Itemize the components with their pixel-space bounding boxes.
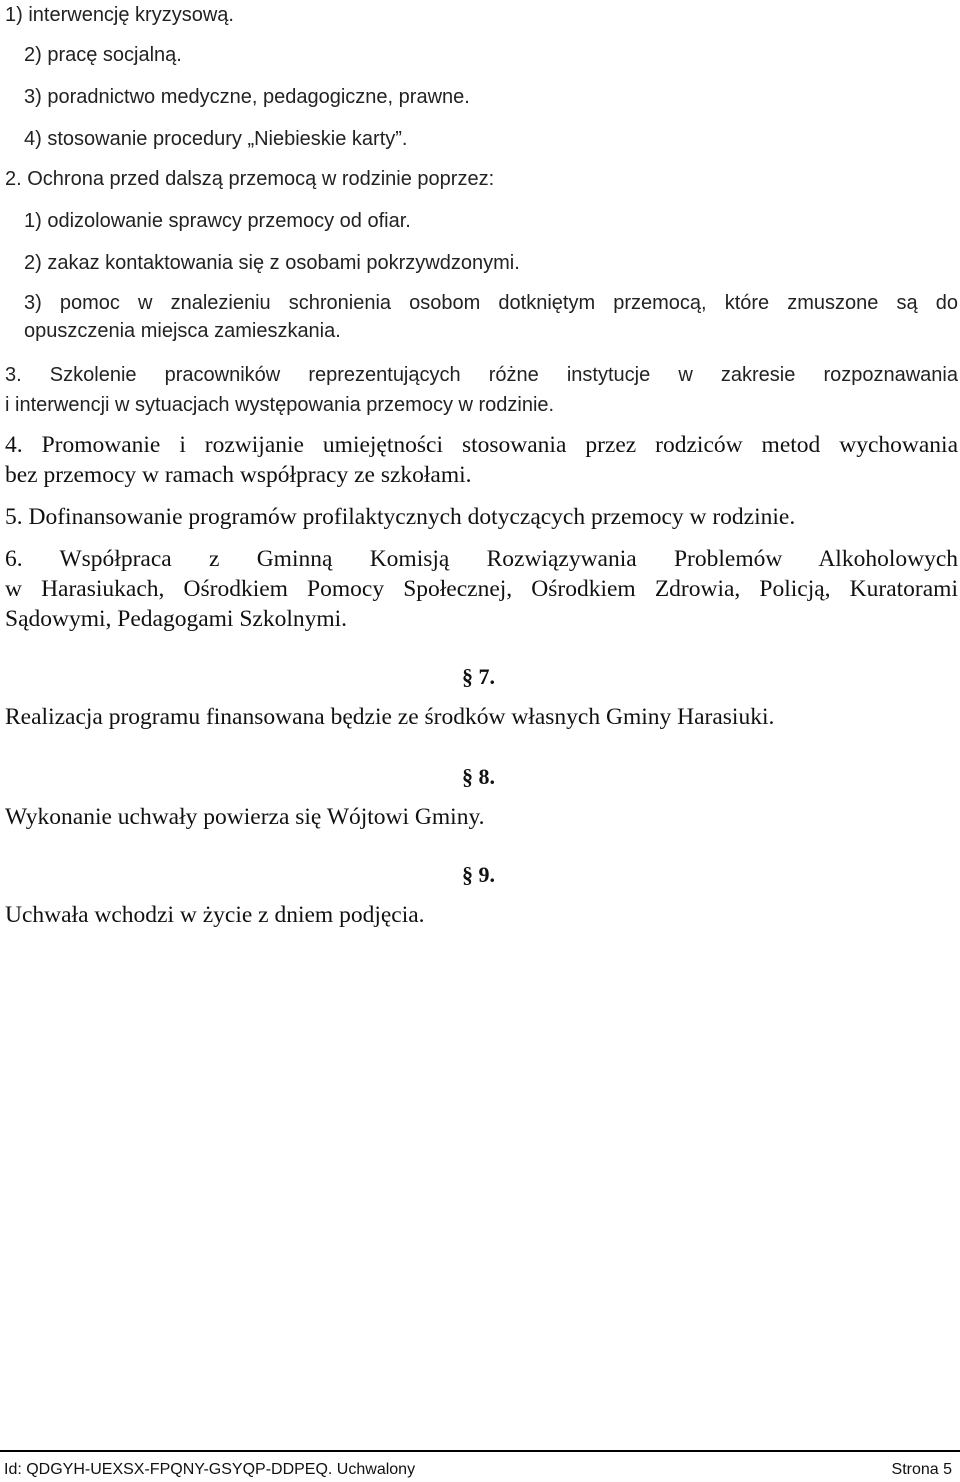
list-item-6-line-2: w Harasiukach, Ośrodkiem Pomocy Społecznej, Ośrodkiem Zdrowia, Policją, Kuratorami [5, 576, 958, 602]
list-item-4-line-1: 4. Promowanie i rozwijanie umiejętności stosowania przez rodziców metod wychowania [5, 432, 958, 458]
sublist-a-item-4: 4) stosowanie procedury „Niebieskie karty”. [24, 128, 408, 150]
sublist-b-item-3-line-1: 3) pomoc w znalezieniu schronienia osobom dotkniętym przemocą, które zmuszone są do [24, 292, 958, 314]
section-8-text: Wykonanie uchwały powierza się Wójtowi Gminy. [5, 804, 485, 830]
sublist-b-item-3-line-2: opuszczenia miejsca zamieszkania. [24, 320, 341, 342]
sublist-a-item-2: 2) pracę socjalną. [24, 44, 182, 66]
list-item-3-line-1: 3. Szkolenie pracowników reprezentujących różne instytucje w zakresie rozpoznawania [5, 364, 958, 386]
footer-document-id: Id: QDGYH-UEXSX-FPQNY-GSYQP-DDPEQ. Uchwalony [4, 1461, 416, 1478]
sublist-b-item-2: 2) zakaz kontaktowania się z osobami pokrzywdzonymi. [24, 252, 520, 274]
list-item-5: 5. Dofinansowanie programów profilaktycznych dotyczących przemocy w rodzinie. [5, 504, 796, 530]
sublist-a-item-3: 3) poradnictwo medyczne, pedagogiczne, prawne. [24, 86, 470, 108]
section-heading-8: § 8. [462, 764, 495, 789]
section-heading-7: § 7. [462, 664, 495, 689]
section-9-text: Uchwała wchodzi w życie z dniem podjęcia. [5, 902, 425, 928]
list-item-6-line-3: Sądowymi, Pedagogami Szkolnymi. [5, 606, 348, 632]
list-item-4-line-2: bez przemocy w ramach współpracy ze szkołami. [5, 462, 472, 488]
section-7-text: Realizacja programu finansowana będzie ze środków własnych Gminy Harasiuki. [5, 704, 775, 730]
footer-page-number: Strona 5 [891, 1461, 952, 1478]
sublist-b-item-1: 1) odizolowanie sprawcy przemocy od ofiar. [24, 210, 411, 232]
list-item-6-line-1: 6. Współpraca z Gminną Komisją Rozwiązywania Problemów Alkoholowych [5, 546, 958, 572]
list-item-2: 2. Ochrona przed dalszą przemocą w rodzinie poprzez: [5, 168, 495, 190]
footer-divider [0, 1450, 960, 1452]
sublist-a-item-1: 1) interwencję kryzysową. [5, 4, 234, 26]
list-item-3-line-2: i interwencji w sytuacjach występowania przemocy w rodzinie. [5, 394, 555, 416]
section-heading-9: § 9. [462, 862, 495, 887]
